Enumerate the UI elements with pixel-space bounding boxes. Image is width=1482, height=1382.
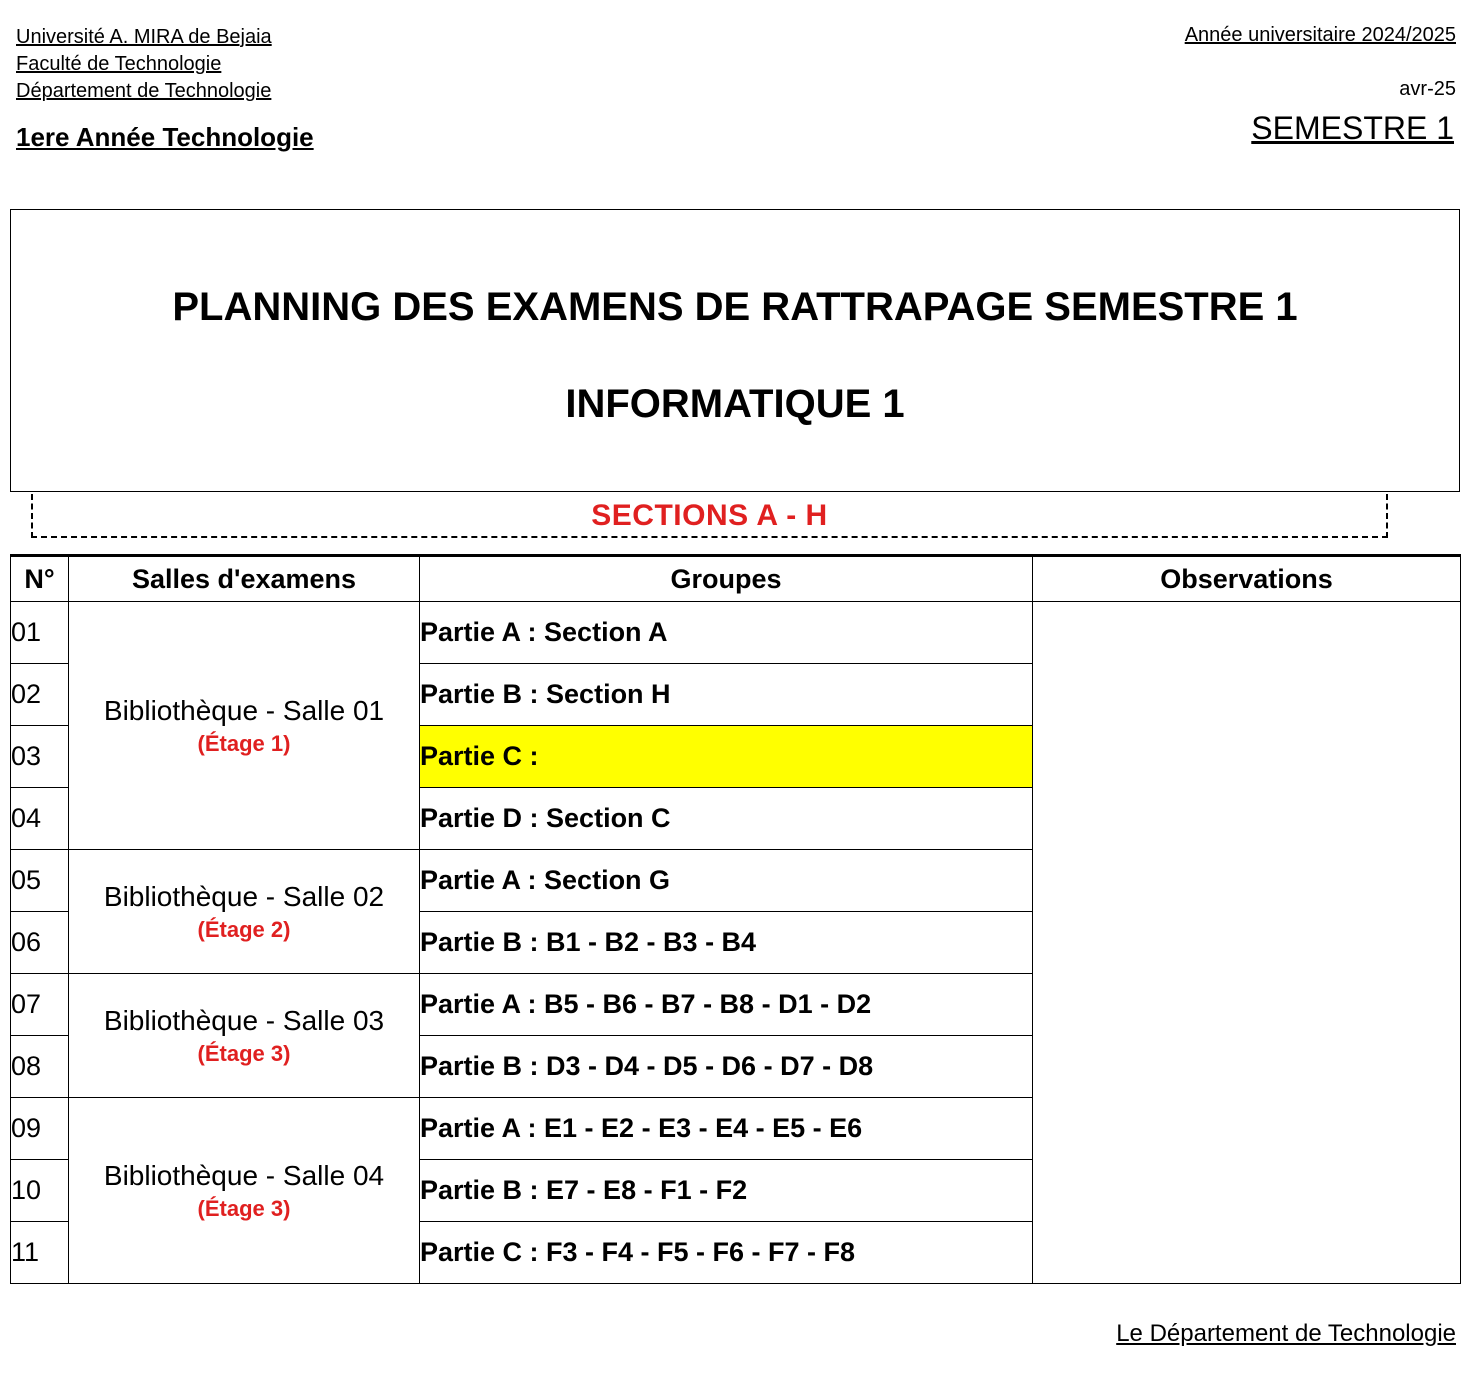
row-number: 06 (11, 912, 69, 974)
page-title: PLANNING DES EXAMENS DE RATTRAPAGE SEMESTRE 1 (172, 285, 1298, 329)
semester-label: SEMESTRE 1 (1251, 110, 1454, 146)
salle-cell (69, 1098, 420, 1284)
row-number: 04 (11, 788, 69, 850)
year-level: 1ere Année Technologie (16, 122, 314, 152)
salle-cell (69, 850, 420, 974)
exam-plan-table (10, 554, 1461, 1284)
salle-cell (69, 602, 420, 850)
row-number: 05 (11, 850, 69, 912)
sections-banner (31, 494, 1388, 538)
group-cell: Partie D : Section C (420, 788, 1033, 850)
group-cell: Partie B : Section H (420, 664, 1033, 726)
header-groupes: Groupes (420, 556, 1033, 602)
faculty-name: Faculté de Technologie (16, 53, 222, 75)
salle-etage: (Étage 1) (197, 730, 291, 756)
academic-year: Année universitaire 2024/2025 (1184, 24, 1456, 46)
header-observations: Observations (1033, 556, 1461, 602)
row-number: 09 (11, 1098, 69, 1160)
document-date: avr-25 (1399, 78, 1456, 100)
row-number: 08 (11, 1036, 69, 1098)
salle-name: Bibliothèque - Salle 04 (103, 1159, 385, 1191)
observations-cell (1033, 602, 1461, 1284)
salle-etage: (Étage 3) (197, 1195, 291, 1221)
group-cell: Partie B : D3 - D4 - D5 - D6 - D7 - D8 (420, 1036, 1033, 1098)
title-box (10, 209, 1460, 492)
table-header-row (11, 556, 1461, 602)
group-cell: Partie A : E1 - E2 - E3 - E4 - E5 - E6 (420, 1098, 1033, 1160)
group-cell: Partie A : Section G (420, 850, 1033, 912)
row-number: 10 (11, 1160, 69, 1222)
sections-label: SECTIONS A - H (591, 499, 828, 532)
row-number: 01 (11, 602, 69, 664)
salle-name: Bibliothèque - Salle 01 (103, 694, 385, 726)
row-number: 07 (11, 974, 69, 1036)
row-number: 02 (11, 664, 69, 726)
salle-cell (69, 974, 420, 1098)
university-name: Université A. MIRA de Bejaia (16, 26, 272, 48)
row-number: 03 (11, 726, 69, 788)
subject-title: INFORMATIQUE 1 (565, 382, 905, 426)
footer-signature: Le Département de Technologie (1116, 1320, 1456, 1347)
row-number: 11 (11, 1222, 69, 1284)
group-cell: Partie A : Section A (420, 602, 1033, 664)
table-row (11, 602, 1461, 664)
salle-etage: (Étage 2) (197, 916, 291, 942)
salle-etage: (Étage 3) (197, 1040, 291, 1066)
department-name: Département de Technologie (16, 80, 272, 102)
group-cell-highlighted: Partie C : (420, 726, 1033, 788)
group-cell: Partie B : B1 - B2 - B3 - B4 (420, 912, 1033, 974)
header-num: N° (11, 556, 69, 602)
institution-block (16, 24, 272, 105)
group-cell: Partie B : E7 - E8 - F1 - F2 (420, 1160, 1033, 1222)
group-cell: Partie C : F3 - F4 - F5 - F6 - F7 - F8 (420, 1222, 1033, 1284)
group-cell: Partie A : B5 - B6 - B7 - B8 - D1 - D2 (420, 974, 1033, 1036)
salle-name: Bibliothèque - Salle 03 (103, 1004, 385, 1036)
salle-name: Bibliothèque - Salle 02 (103, 880, 385, 912)
header-salles: Salles d'examens (69, 556, 420, 602)
